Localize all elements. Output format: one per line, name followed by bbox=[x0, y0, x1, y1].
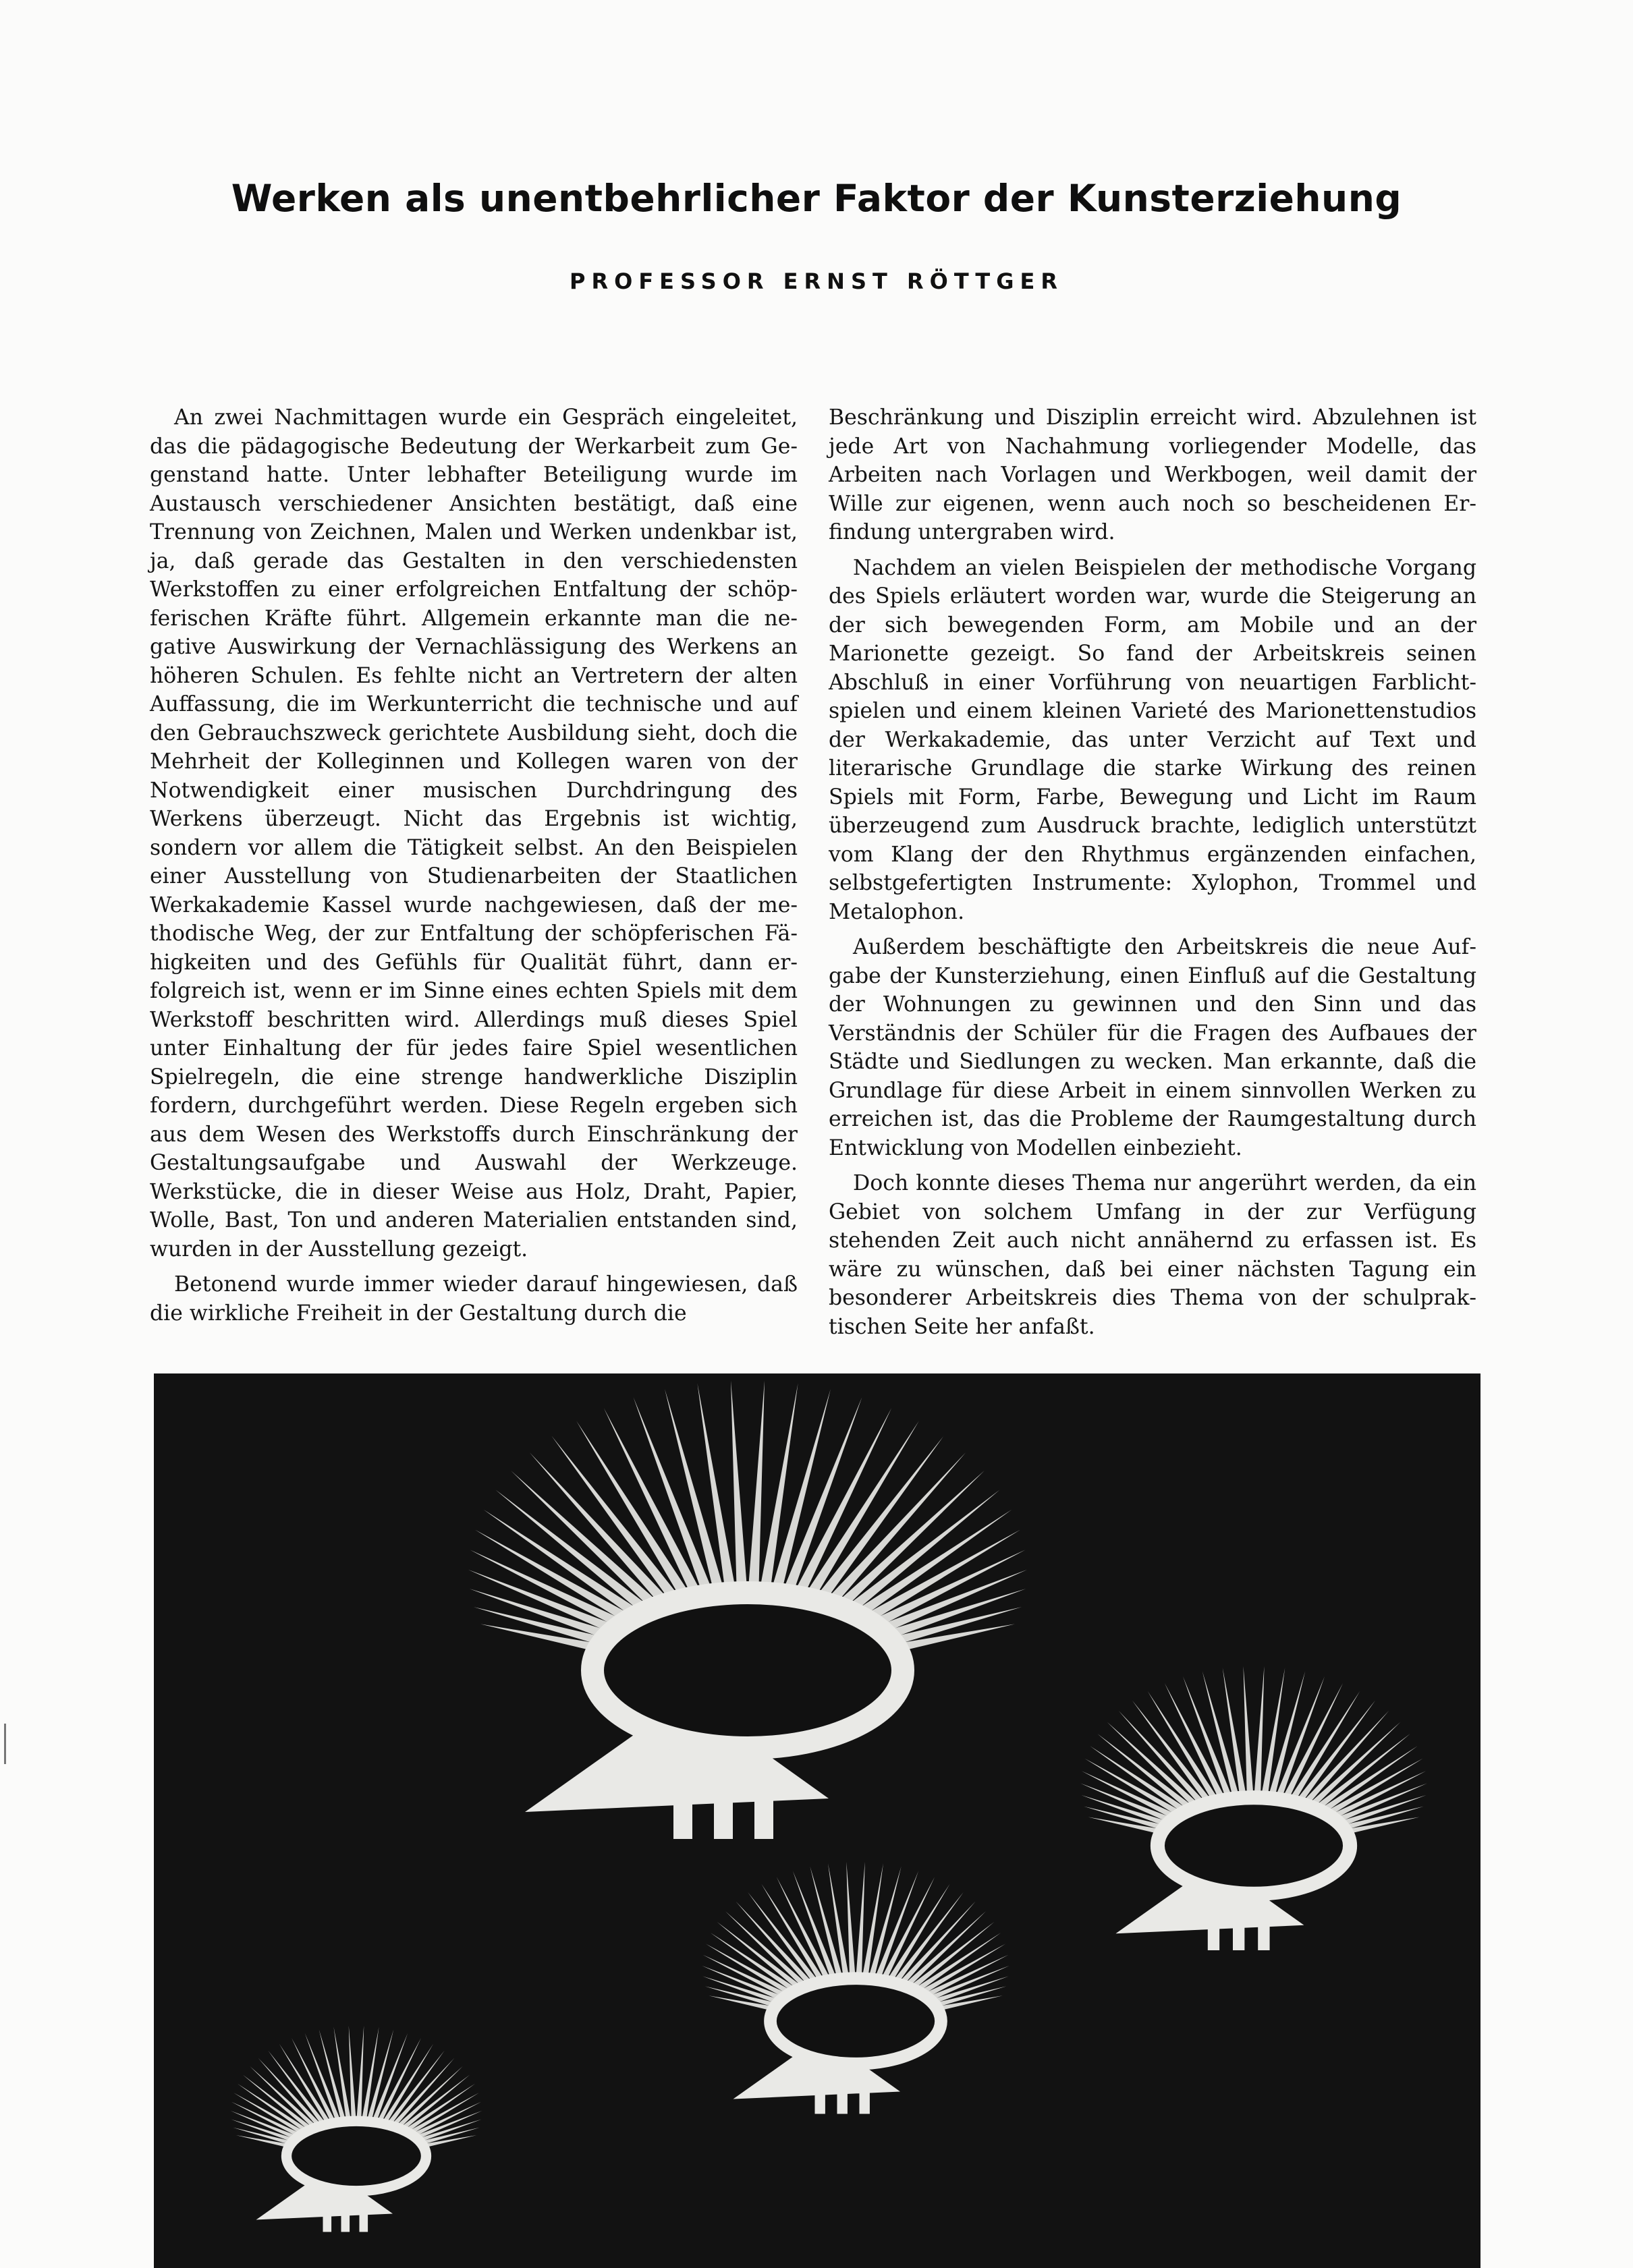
scan-margin-mark bbox=[4, 1724, 6, 1764]
left-paragraph-1: An zwei Nachmittagen wurde ein Gespräch eingeleitet, das die pädagogische Bedeutung der Werkarbeit zum Gegenstand hatte. Unter lebhafter Beteiligung wurde im Austausch verschiedener Ansichten bestätigt, daß eine Trennung von Zeichnen, Malen und Werken undenkbar ist, ja, daß gerade das Gestalten in den verschiedensten Werkstoffen zu einer erfolgreichen Entfaltung der schöpferischen Kräfte führt. Allgemein erkannte man die negative Auswirkung der Vernachlässigung des Werkens an höheren Schulen. Es fehlte nicht an Vertretern der alten Auffassung, die im Werkunterricht die technische und auf den Gebrauchszweck gerichtete Ausbildung sieht, doch die Mehrheit der Kolleginnen und Kollegen waren von der Notwendigkeit einer musischen Durchdringung des Werkens überzeugt. Nicht das Ergebnis ist wichtig, sondern vor allem die Tätigkeit selbst. An den Beispielen einer Ausstellung von Studienarbeiten der Staatlichen Werkakademie Kassel wurde nachgewiesen, daß der methodische Weg, der zur Entfaltung der schöpferischen Fähigkeiten und des Gefühls für Qualität führt, dann erfolgreich ist, wenn er im Sinne eines echten Spiels mit dem Werkstoff beschritten wird. Allerdings muß dieses Spiel unter Einhaltung der für jedes faire Spiel wesentlichen Spielregeln, die eine strenge handwerkliche Disziplin fordern, durchgeführt werden. Diese Regeln ergeben sich aus dem Wesen des Werkstoffs durch Einschränkung der Gestaltungsaufgabe und Auswahl der Werkzeuge. Werkstücke, die in dieser Weise aus Holz, Draht, Papier, Wolle, Bast, Ton und anderen Materialien entstanden sind, wurden in der Ausstellung gezeigt. bbox=[150, 405, 798, 1261]
sculpture-large-leg bbox=[714, 1785, 733, 1839]
sculpture-small-leg bbox=[341, 2208, 350, 2232]
sculpture-small-body bbox=[287, 2121, 426, 2191]
sculpture-right-leg bbox=[1258, 1917, 1269, 1950]
sculpture-small-leg bbox=[360, 2208, 368, 2232]
sculpture-small-leg bbox=[323, 2208, 332, 2232]
photo-illustration bbox=[154, 1373, 1480, 2268]
sculpture-right-leg bbox=[1208, 1917, 1219, 1950]
sculpture-middle-body bbox=[771, 1979, 941, 2064]
right-paragraph-3: Außerdem beschäftigte den Arbeitskreis die neue Aufgabe der Kunsterziehung, einen Einfluß auf die Gestaltung der Wohnungen zu gewinnen und den Sinn und das Verständnis der Schüler für die Fragen des Aufbaues der Städte und Siedlungen zu wecken. Man erkannte, daß die Grundlage für diese Arbeit in einem sinnvollen Werken zu erreichen ist, das die Probleme der Raumgestaltung durch Entwicklung von Modellen einbezieht. bbox=[829, 935, 1476, 1160]
sculpture-large-body bbox=[592, 1593, 903, 1748]
right-text-column bbox=[829, 403, 1476, 1348]
sculpture-large-leg bbox=[673, 1785, 692, 1839]
left-paragraph-2: Betonend wurde immer wieder darauf hingewiesen, daß die wirkliche Freiheit in der Gestaltung durch die bbox=[150, 1272, 798, 1326]
sculpture-middle-leg bbox=[815, 2085, 825, 2114]
sculpture-middle-leg bbox=[860, 2085, 870, 2114]
article-author: PROFESSOR ERNST RÖTTGER bbox=[570, 268, 1063, 294]
article-title: Werken als unentbehrlicher Faktor der Kunsterziehung bbox=[231, 177, 1402, 220]
sculpture-middle-leg bbox=[837, 2085, 848, 2114]
right-paragraph-2: Nachdem an vielen Beispielen der methodische Vorgang des Spiels erläutert worden war, wurde die Steigerung an der sich bewegenden Form, am Mobile und an der Marionette gezeigt. So fand der Arbeitskreis seinen Abschluß in einer Vorführung von neuartigen Farblichtspielen und einem kleinen Varieté des Marionettenstudios der Werkakademie, das unter Verzicht auf Text und literarische Grundlage die starke Wirkung des reinen Spiels mit Form, Farbe, Bewegung und Licht im Raum überzeugend zum Ausdruck brachte, lediglich unterstützt vom Klang der den Rhythmus ergänzenden einfachen, selbstgefertigten Instrumente: Xylophon, Trommel und Metalophon. bbox=[829, 555, 1476, 924]
paper-sculptures-photo bbox=[154, 1373, 1480, 2268]
left-text-column bbox=[150, 403, 798, 1334]
sculpture-large-leg bbox=[754, 1785, 773, 1839]
sculpture-right-leg bbox=[1233, 1917, 1244, 1950]
right-paragraph-4: Doch konnte dieses Thema nur angerührt werden, da ein Gebiet von solchem Umfang in der zur Verfügung stehenden Zeit auch nicht annähernd zu erfassen ist. Es wäre zu wünschen, daß bei einer nächsten Tagung ein besonderer Arbeitskreis dies Thema von der schulpraktischen Seite her anfaßt. bbox=[829, 1171, 1476, 1339]
sculpture-right-body bbox=[1157, 1798, 1350, 1894]
right-paragraph-1: Beschränkung und Disziplin erreicht wird. Abzulehnen ist jede Art von Nachahmung vorliegender Modelle, das Arbeiten nach Vorlagen und Werkbogen, weil damit der Wille zur eigenen, wenn auch noch so bescheidenen Erfindung untergraben wird. bbox=[829, 405, 1476, 544]
